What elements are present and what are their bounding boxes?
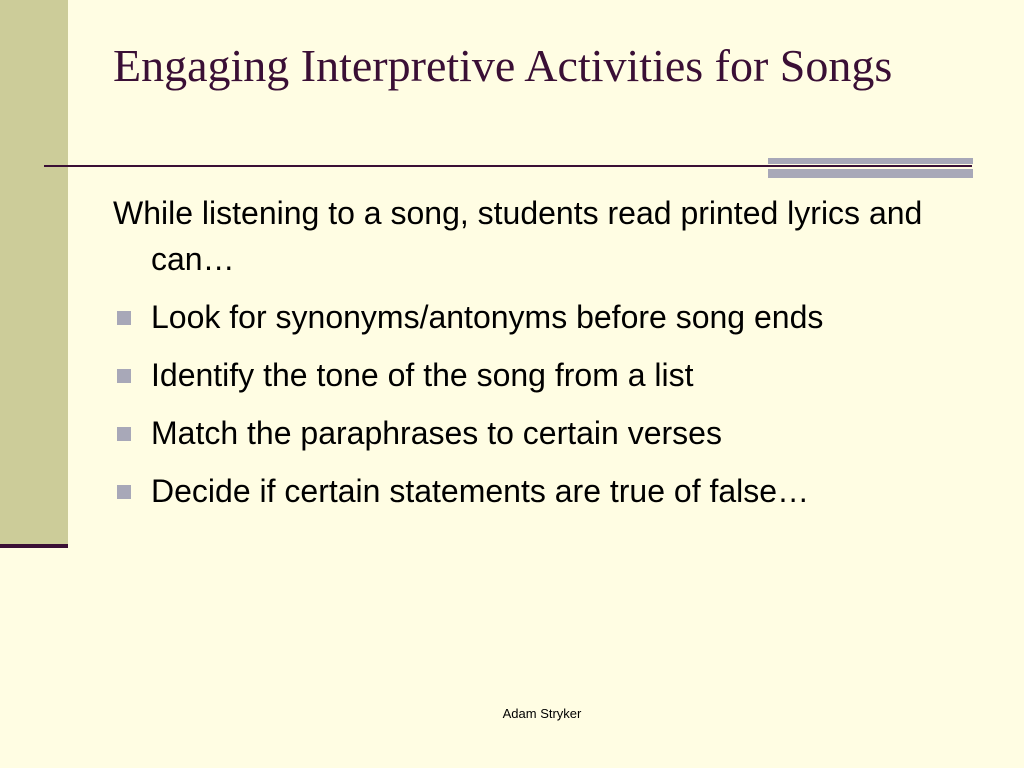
bullet-list xyxy=(113,294,973,514)
slide-title: Engaging Interpretive Activities for Songs xyxy=(113,40,893,91)
square-bullet-icon xyxy=(117,369,131,383)
square-bullet-icon xyxy=(117,485,131,499)
bullet-text: Look for synonyms/antonyms before song ends xyxy=(151,299,824,335)
slide-footer-author: Adam Stryker xyxy=(502,706,582,721)
accent-bar-bottom xyxy=(768,169,973,178)
left-band-rule xyxy=(0,544,68,548)
left-decorative-band xyxy=(0,0,68,545)
title-accent-bars xyxy=(768,158,973,179)
bullet-item xyxy=(113,294,973,340)
bullet-item xyxy=(113,468,973,514)
bullet-text: Match the paraphrases to certain verses xyxy=(151,415,722,451)
intro-paragraph: While listening to a song, students read printed lyrics and can… xyxy=(113,195,923,277)
accent-bar-top xyxy=(768,158,973,164)
square-bullet-icon xyxy=(117,311,131,325)
bullet-item xyxy=(113,352,973,398)
slide-body xyxy=(113,190,973,526)
bullet-text: Decide if certain statements are true of false… xyxy=(151,473,810,509)
bullet-text: Identify the tone of the song from a list xyxy=(151,357,694,393)
bullet-item xyxy=(113,410,973,456)
square-bullet-icon xyxy=(117,427,131,441)
